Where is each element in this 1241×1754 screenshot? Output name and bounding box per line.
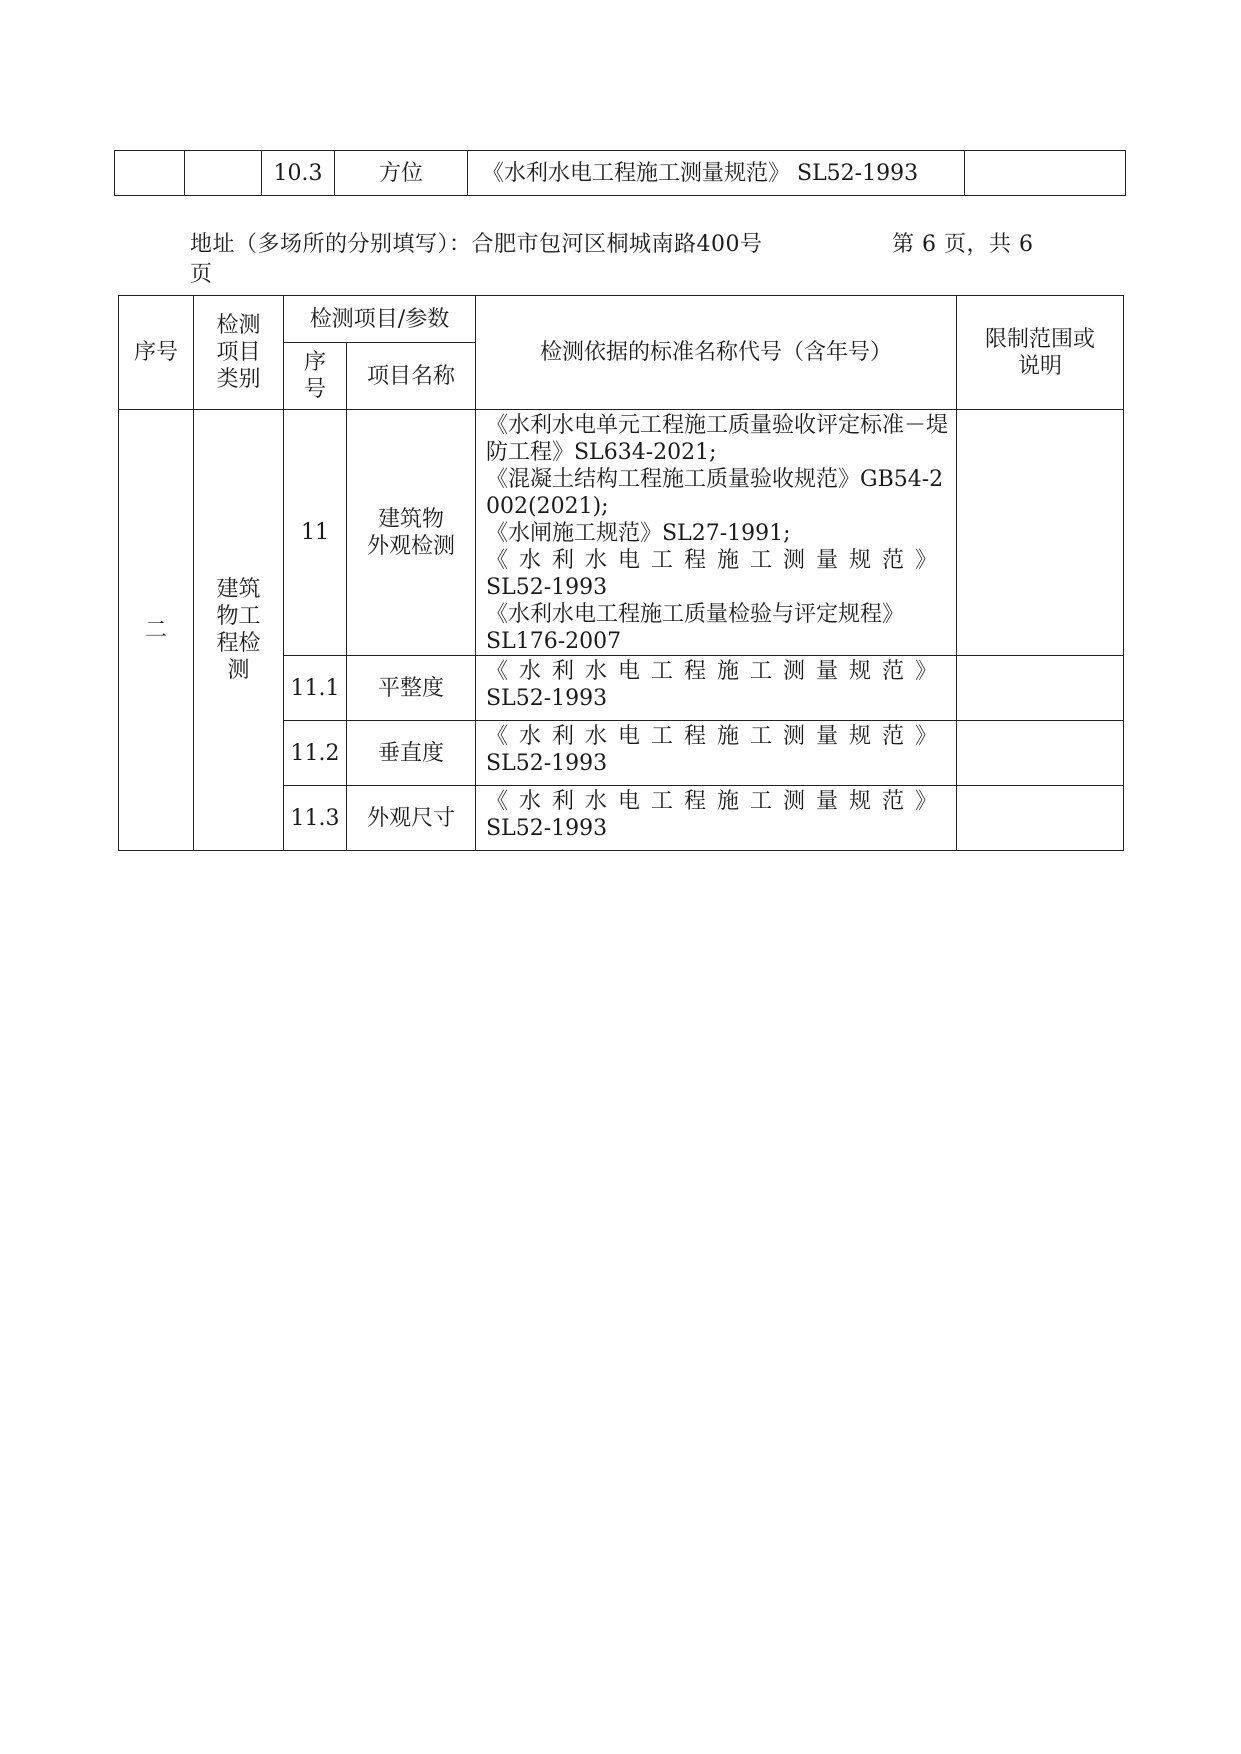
standard-line: SL52-1993	[486, 686, 608, 711]
cell-sub-seq: 10.3	[262, 151, 335, 196]
cell-category	[185, 151, 262, 196]
page-info-wrap: 页	[190, 262, 213, 287]
header-row	[119, 296, 1124, 343]
continuation-table	[114, 150, 1126, 196]
standard-line: 《水利水电工程施工测量规范》	[486, 724, 949, 749]
cell-standard: 《水利水电工程施工测量规范》 SL52-1993	[468, 151, 965, 196]
header-category: 检测 项目 类别	[194, 296, 284, 410]
standard-line: 《水闸施工规范》SL27-1991;	[486, 521, 791, 546]
row-limit	[957, 721, 1124, 786]
row-name: 外观尺寸	[347, 786, 476, 851]
header-limit: 限制范围或 说明	[957, 296, 1124, 410]
standard-line: SL176-2007	[486, 629, 622, 654]
standard-line: 《水利水电工程施工质量检验与评定规程》	[486, 602, 905, 627]
standard-line: 《混凝土结构工程施工质量验收规范》GB54-2002(2021);	[486, 467, 944, 519]
section-seq: 二	[119, 410, 194, 851]
row-seq: 11	[284, 410, 347, 656]
standard-line: 《水利水电单元工程施工质量验收评定标准－堤防工程》SL634-2021;	[486, 413, 949, 465]
header-item-name: 项目名称	[347, 343, 476, 410]
row-limit	[957, 410, 1124, 656]
address-line	[190, 230, 1070, 290]
row-name: 建筑物 外观检测	[347, 410, 476, 656]
standard-line: 《水利水电工程施工测量规范》	[486, 548, 949, 573]
header-sub-seq: 序 号	[284, 343, 347, 410]
header-standard: 检测依据的标准名称代号（含年号）	[476, 296, 957, 410]
header-seq-no: 序号	[119, 296, 194, 410]
standard-line: 《水利水电工程施工测量规范》	[486, 659, 949, 684]
row-seq: 11.1	[284, 656, 347, 721]
row-limit	[957, 656, 1124, 721]
row-standard	[476, 721, 957, 786]
row-limit	[957, 786, 1124, 851]
standard-line: 《水利水电工程施工测量规范》	[486, 789, 949, 814]
table-row	[119, 410, 1124, 656]
row-standard	[476, 410, 957, 656]
row-name: 垂直度	[347, 721, 476, 786]
standard-line: SL52-1993	[486, 751, 608, 776]
standard-line: SL52-1993	[486, 575, 608, 600]
row-name: 平整度	[347, 656, 476, 721]
header-item-param: 检测项目/参数	[284, 296, 476, 343]
row-seq: 11.3	[284, 786, 347, 851]
cell-item-name: 方位	[335, 151, 468, 196]
table-row	[115, 151, 1126, 196]
inspection-table	[118, 295, 1124, 851]
standard-line: SL52-1993	[486, 816, 608, 841]
cell-limit	[965, 151, 1126, 196]
row-standard	[476, 786, 957, 851]
section-category: 建筑 物工 程检 测	[194, 410, 284, 851]
row-seq: 11.2	[284, 721, 347, 786]
row-standard	[476, 656, 957, 721]
page-info: 第 6 页，共 6	[892, 232, 1034, 257]
address-label: 地址（多场所的分别填写）：合肥市包河区桐城南路400号	[190, 232, 763, 257]
cell-seq-no	[115, 151, 185, 196]
